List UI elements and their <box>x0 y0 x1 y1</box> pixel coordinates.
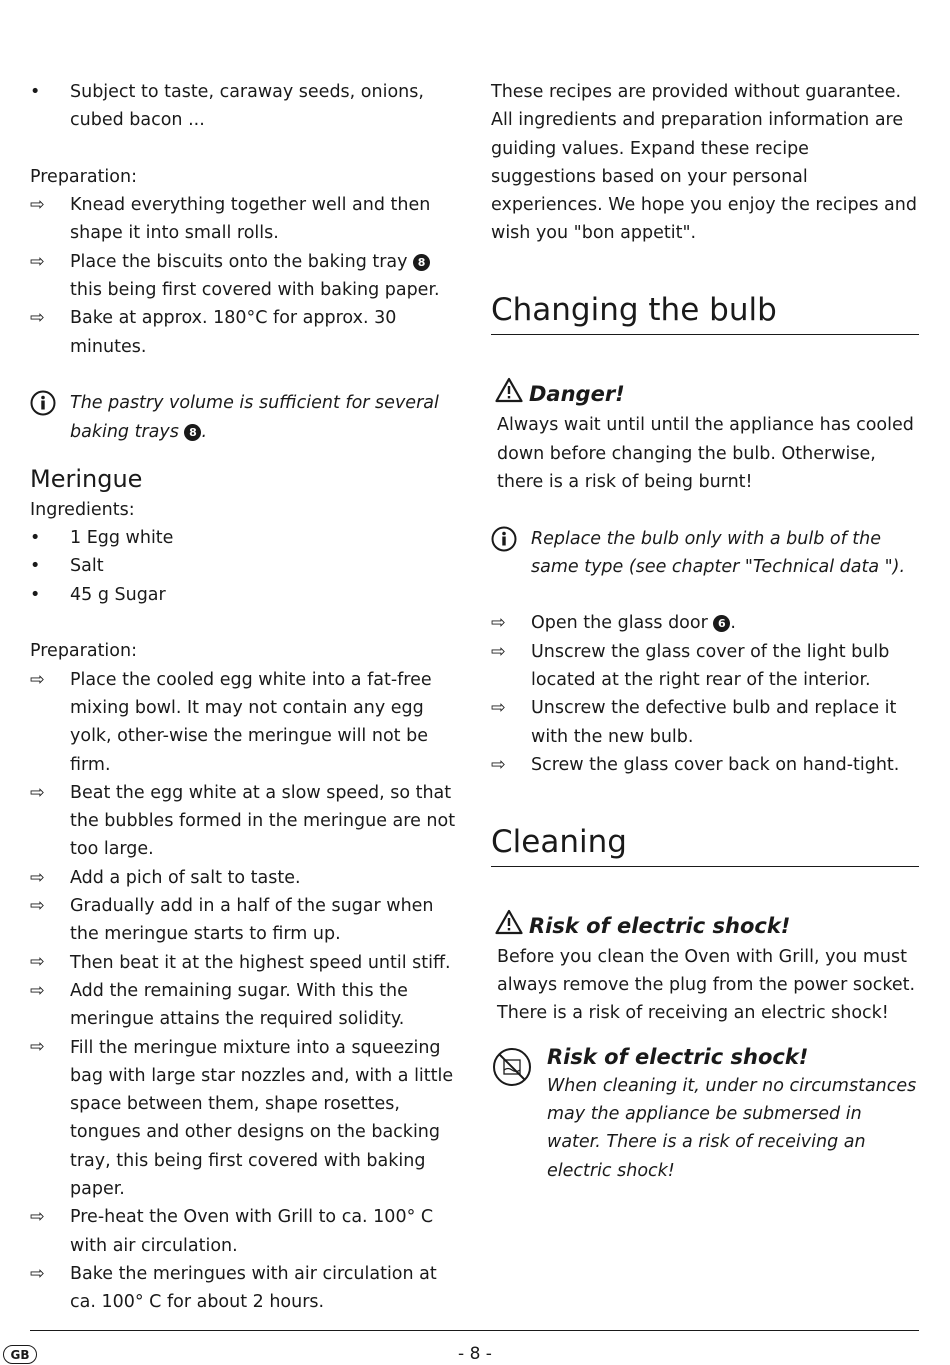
arrow-right-icon: ⇨ <box>30 980 45 1001</box>
bullet-icon: • <box>30 81 41 102</box>
warning-triangle-icon <box>495 909 523 943</box>
no-water-immersion-icon <box>491 1046 533 1097</box>
left-column <box>30 78 460 1316</box>
arrow-right-icon: ⇨ <box>491 641 506 662</box>
arrow-right-icon: ⇨ <box>491 613 506 634</box>
water-warning <box>491 1042 919 1185</box>
list-item: • Salt <box>30 552 460 580</box>
list-item: ⇨ Add a pich of salt to taste. <box>30 864 460 892</box>
arrow-right-icon: ⇨ <box>30 782 45 803</box>
page-number: - 8 - <box>458 1344 492 1364</box>
arrow-right-icon: ⇨ <box>30 1263 45 1284</box>
list-item: ⇨ Add the remaining sugar. With this the meringue attains the required solidity. <box>30 977 460 1034</box>
section-title: Cleaning <box>491 822 919 867</box>
arrow-right-icon: ⇨ <box>30 251 45 272</box>
arrow-right-icon: ⇨ <box>491 698 506 719</box>
arrow-right-icon: ⇨ <box>30 952 45 973</box>
arrow-right-icon: ⇨ <box>30 867 45 888</box>
list-item: ⇨ Place the biscuits onto the baking tray 8 this being first covered with baking paper. <box>30 248 460 305</box>
arrow-right-icon: ⇨ <box>30 1207 45 1228</box>
list-item: ⇨ Gradually add in a half of the sugar when the meringue starts to firm up. <box>30 892 460 949</box>
arrow-right-icon: ⇨ <box>30 895 45 916</box>
arrow-right-icon: ⇨ <box>491 754 506 775</box>
list-item: ⇨ Unscrew the defective bulb and replace it with the new bulb. <box>491 694 919 751</box>
disclaimer-text: These recipes are provided without guarantee. All ingredients and preparation information are guiding values. Expand these recipe suggestions based on your personal experiences. We hope you enjoy the recipes and wish you "bon appetit". <box>491 82 917 244</box>
shock-text: Before you clean the Oven with Grill, you must always remove the plug from the power socket. There is a risk of receiving an electric shock! <box>497 946 916 1024</box>
list-item: ⇨ Knead everything together well and then shape it into small rolls. <box>30 191 460 248</box>
tray-number-badge: 8 <box>413 254 430 271</box>
shock-heading: Risk of electric shock! <box>491 909 919 943</box>
arrow-right-icon: ⇨ <box>30 669 45 690</box>
list-item: ⇨ Open the glass door 6 . <box>491 609 919 637</box>
list-item: ⇨ Unscrew the glass cover of the light bulb located at the right rear of the interior. <box>491 638 919 695</box>
info-icon <box>30 389 60 417</box>
list-item: ⇨ Place the cooled egg white into a fat-free mixing bowl. It may not contain any egg yolk, other-wise the meringue will not be firm. <box>30 666 460 779</box>
right-column <box>491 78 919 1185</box>
list-item: ⇨ Bake at approx. 180°C for approx. 30 minutes. <box>30 304 460 361</box>
tray-number-badge: 8 <box>184 424 201 441</box>
arrow-right-icon: ⇨ <box>30 308 45 329</box>
door-number-badge: 6 <box>713 615 730 632</box>
ingredients-label: Ingredients: <box>30 499 135 520</box>
list-item: • 45 g Sugar <box>30 581 460 609</box>
country-badge: GB <box>3 1345 37 1364</box>
list-item: ⇨ Beat the egg white at a slow speed, so that the bubbles formed in the meringue are not too large. <box>30 779 460 864</box>
preparation-label: Preparation: <box>30 166 137 187</box>
info-note: The pastry volume is sufficient for several baking trays 8 . <box>30 389 460 446</box>
water-warning-text: When cleaning it, under no circumstances may the appliance be submersed in water. There is a risk of receiving an electric shock! <box>547 1075 917 1181</box>
bullet-icon: • <box>30 556 41 577</box>
danger-heading: Danger! <box>491 377 919 411</box>
list-item: ⇨ Bake the meringues with air circulation at ca. 100° C for about 2 hours. <box>30 1260 460 1317</box>
section-title: Changing the bulb <box>491 290 919 335</box>
list-item: ⇨ Then beat it at the highest speed until stiff. <box>30 949 460 977</box>
list-item: • Subject to taste, caraway seeds, onions, cubed bacon ... <box>30 78 460 135</box>
section-title: Meringue <box>30 464 143 493</box>
list-item: ⇨ Screw the glass cover back on hand-tight. <box>491 751 919 779</box>
water-warning-title: Risk of electric shock! <box>547 1044 809 1069</box>
warning-triangle-icon <box>495 377 523 411</box>
bullet-icon: • <box>30 528 41 549</box>
preparation-label: Preparation: <box>30 641 137 662</box>
info-note: Replace the bulb only with a bulb of the same type (see chapter "Technical data "). <box>491 525 919 582</box>
bullet-icon: • <box>30 584 41 605</box>
list-item: ⇨ Fill the meringue mixture into a squeezing bag with large star nozzles and, with a little space between them, shape rosettes, tongues and other designs on the backing tray, this being first covered with baking paper. <box>30 1034 460 1204</box>
danger-text: Always wait until until the appliance has cooled down before changing the bulb. Otherwise, there is a risk of being burnt! <box>497 415 914 492</box>
list-item: ⇨ Pre-heat the Oven with Grill to ca. 100° C with air circulation. <box>30 1203 460 1260</box>
info-icon <box>491 525 521 553</box>
list-item: • 1 Egg white <box>30 524 460 552</box>
footer-divider <box>30 1330 919 1331</box>
arrow-right-icon: ⇨ <box>30 195 45 216</box>
arrow-right-icon: ⇨ <box>30 1037 45 1058</box>
